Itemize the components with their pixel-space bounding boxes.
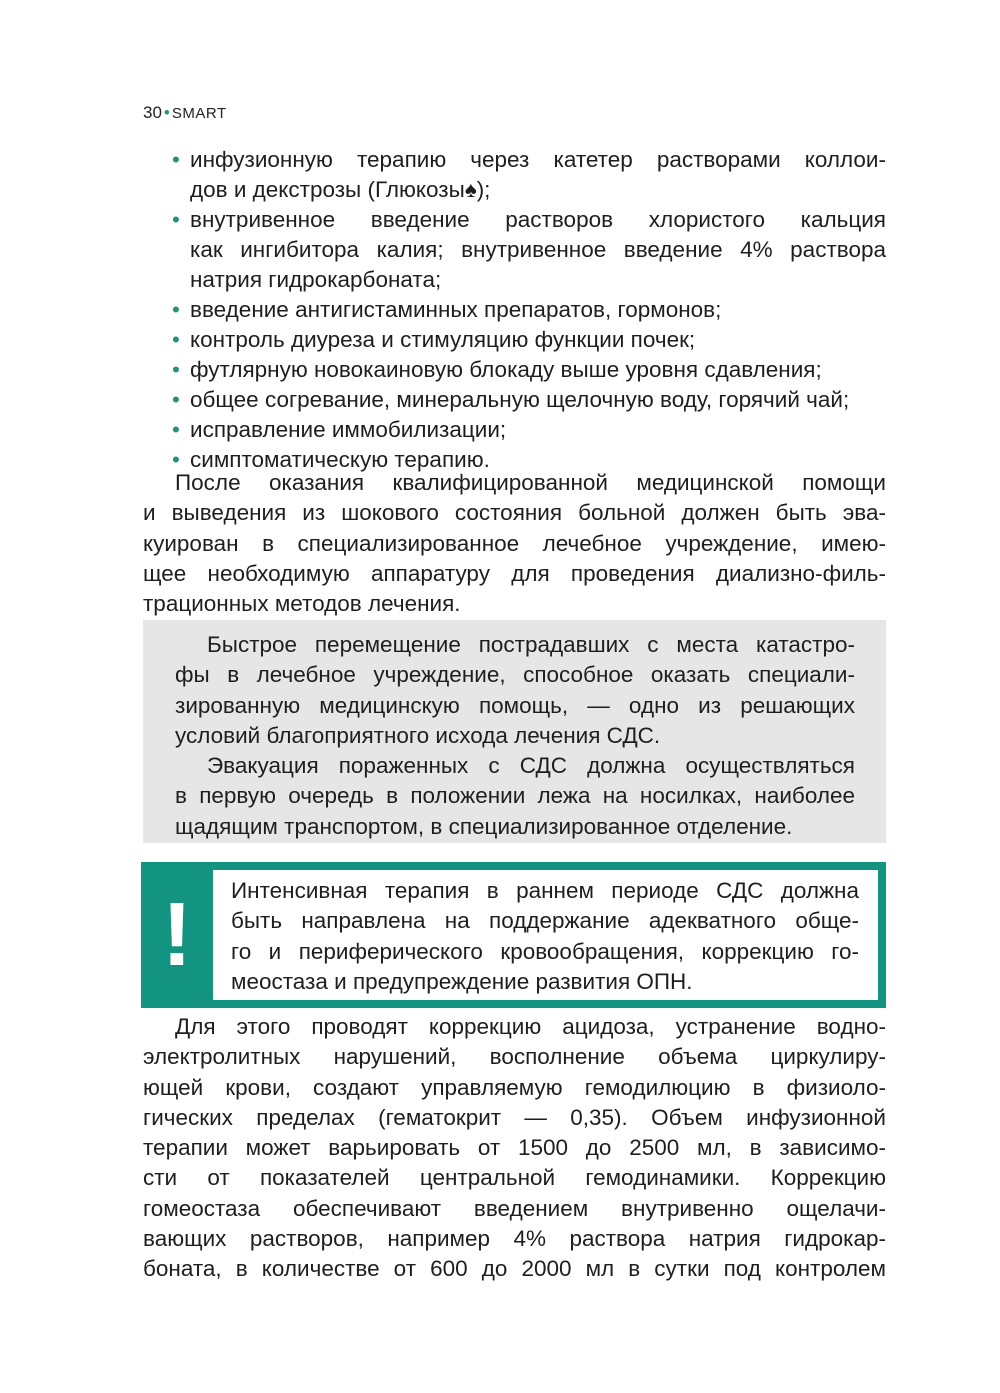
list-item	[160, 355, 886, 385]
bullet-icon: •	[172, 387, 180, 412]
highlight-line: условий благоприятного исхода лечения СДС.	[175, 722, 661, 748]
paragraph-line: боната, в количестве от 600 до 2000 мл в сутки под контролем	[143, 1256, 886, 1282]
highlight-line: Быстрое перемещение пострадавших с места катастро-	[207, 632, 855, 657]
list-item-line: внутривенное введение растворов хлористого кальция	[190, 207, 886, 232]
list-item-line: введение антигистаминных препаратов, гормонов;	[190, 297, 722, 322]
highlight-line: в первую очередь в положении лежа на носилках, наиболее	[175, 783, 855, 809]
list-item-line: дов и декстрозы (Глюкозы♠);	[190, 177, 491, 202]
paragraph-line: щее необходимую аппаратуру для проведения диализно-филь-	[143, 560, 886, 586]
paragraph-line: гомеостаза обеспечивают введением внутривенно ощелачи-	[143, 1195, 886, 1221]
paragraph-line: электролитных нарушений, восполнение объема циркулиру-	[143, 1044, 886, 1070]
note-line: го и периферического кровообращения, коррекцию го-	[231, 938, 859, 964]
bullet-list	[160, 145, 886, 475]
note-line: быть направлена на поддержание адекватного обще-	[231, 908, 859, 934]
list-item-line: натрия гидрокарбоната;	[190, 267, 442, 292]
highlight-line: Эвакуация пораженных с СДС должна осуществляться	[207, 753, 855, 779]
list-item-line: контроль диуреза и стимуляцию функции почек;	[190, 327, 696, 352]
list-item	[160, 385, 886, 415]
important-note-box	[141, 862, 886, 1008]
list-item	[160, 415, 886, 445]
highlight-box	[143, 620, 886, 843]
paragraph-line: куирован в специализированное лечебное учреждение, имею-	[143, 530, 886, 556]
exclamation-icon: !	[162, 884, 192, 985]
paragraph-line: трационных методов лечения.	[143, 591, 461, 617]
paragraph-line: сти от показателей центральной гемодинамики. Коррекцию	[143, 1165, 886, 1191]
highlight-line: щадящим транспортом, в специализированное отделение.	[175, 813, 793, 839]
list-item-line: симптоматическую терапию.	[190, 447, 490, 472]
list-item-line: футлярную новокаиновую блокаду выше уровня сдавления;	[190, 357, 822, 382]
paragraph-line: Для этого проводят коррекцию ацидоза, устранение водно-	[175, 1014, 886, 1039]
bullet-icon: •	[172, 207, 180, 232]
series-title: SMART	[171, 105, 227, 122]
list-item-line: как ингибитора калия; внутривенное введение 4% раствора	[190, 237, 886, 262]
list-item-line: общее согревание, минеральную щелочную воду, горячий чай;	[190, 387, 850, 412]
paragraph-line: и выведения из шокового состояния больной должен быть эва-	[143, 500, 886, 526]
bullet-icon: •	[172, 357, 180, 382]
bullet-icon: •	[172, 297, 180, 322]
list-item	[160, 325, 886, 355]
paragraph-line: вающих растворов, например 4% раствора натрия гидрокар-	[143, 1226, 886, 1252]
highlight-line: зированную медицинскую помощь, — одно из решающих	[175, 692, 855, 718]
paragraph-line: ющей крови, создают управляемую гемодилюцию в физиоло-	[143, 1074, 886, 1100]
bullet-icon: •	[172, 447, 180, 472]
paragraph-line: гических пределах (гематокрит — 0,35). Объем инфузионной	[143, 1104, 886, 1130]
bullet-icon: •	[172, 327, 180, 352]
note-line: Интенсивная терапия в раннем периоде СДС должна	[231, 878, 859, 903]
list-item-line: инфузионную терапию через катетер растворами коллои-	[190, 147, 886, 172]
list-item-line: исправление иммобилизации;	[190, 417, 507, 442]
paragraph-line: терапии может варьировать от 1500 до 2500 мл, в зависимо-	[143, 1135, 886, 1161]
paragraph-line: После оказания квалифицированной медицинской помощи	[175, 470, 886, 495]
list-item	[160, 145, 886, 205]
paragraph-correction	[143, 1012, 886, 1285]
note-line: меостаза и предупреждение развития ОПН.	[231, 968, 693, 994]
paragraph-evacuation	[143, 468, 886, 619]
bullet-icon: •	[172, 147, 180, 172]
list-item	[160, 295, 886, 325]
list-item	[160, 205, 886, 295]
page-number: 30	[143, 103, 162, 122]
highlight-line: фы в лечебное учреждение, способное оказать специали-	[175, 662, 855, 688]
note-content	[213, 870, 878, 1000]
bullet-icon: •	[172, 417, 180, 442]
header-separator: •	[163, 103, 170, 122]
page-header	[143, 103, 227, 123]
